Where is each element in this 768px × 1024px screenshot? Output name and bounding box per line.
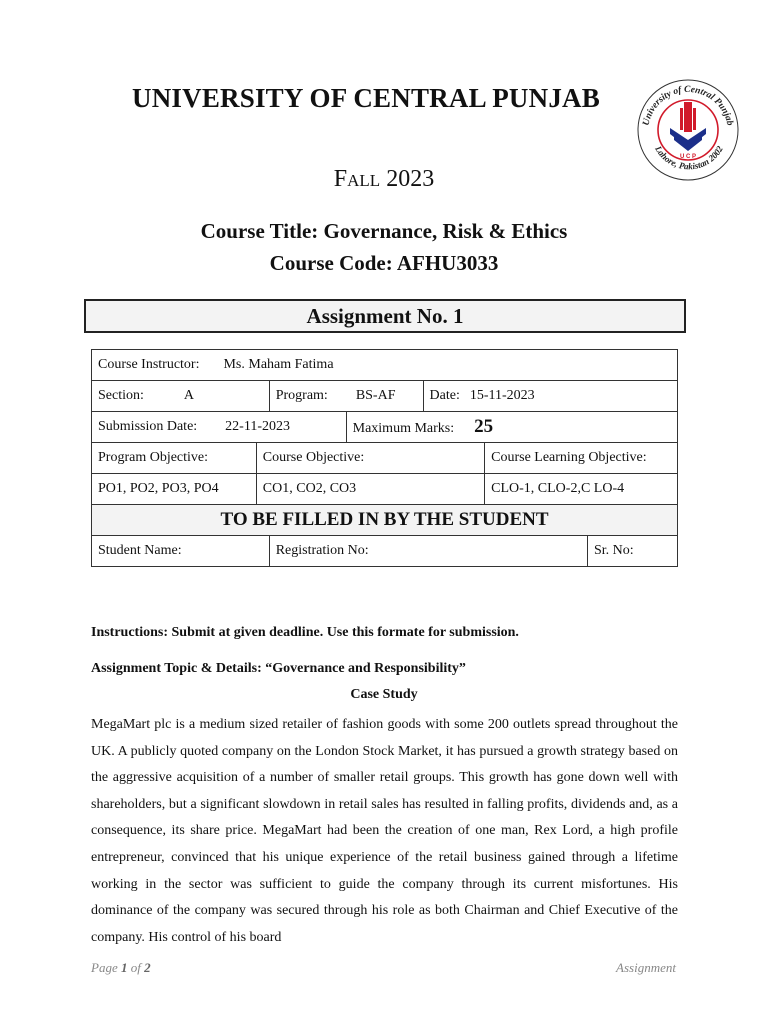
student-band-text: TO BE FILLED IN BY THE STUDENT: [220, 509, 549, 530]
date-value: 15-11-2023: [469, 388, 535, 403]
clo-value: CLO-1, CLO-2,C LO-4: [491, 481, 625, 496]
po-label-cell: [92, 443, 257, 474]
co-value-cell: [256, 474, 484, 505]
term-heading: Fall 2023: [333, 166, 435, 192]
course-code: Course Code: AFHU3033: [269, 251, 499, 275]
table-row: [92, 412, 678, 443]
submission-cell: [92, 412, 347, 443]
submission-label: Submission Date:: [98, 419, 198, 434]
sr-no-cell[interactable]: [588, 536, 678, 567]
svg-text:Lahore, Pakistan 2002: Lahore, Pakistan 2002: [653, 144, 725, 172]
section-cell: [92, 381, 270, 412]
program-value: BS-AF: [355, 388, 396, 403]
case-study-body: MegaMart plc is a medium sized retailer of fashion goods with some 200 outlets spread throughout the UK. A publicly quoted company on the London Stock Market, it has pursued a growth strategy based on the aggressive acquisition of a number of smaller retail groups. This growth has gone down well with shareholders, but a significant slowdown in retail sales has resulted in falling profits, dividends and, as a consequence, its share price. MegaMart had been the creation of one man, Rex Lord, a high profile entrepreneur, convinced that his unique experience of the retail business gained through a lifetime working in the sector was sufficient to guide the company through its current misfortunes. His dominance of the company was secured through his role as both Chairman and Chief Executive of the company. His control of his board: [91, 717, 678, 945]
table-row: [92, 443, 678, 474]
po-label: Program Objective:: [98, 450, 209, 465]
co-label-cell: [256, 443, 484, 474]
svg-text:University of Central Punjab: University of Central Punjab: [641, 84, 735, 127]
student-name-label: Student Name:: [98, 543, 182, 558]
assignment-title-box: [84, 299, 686, 333]
svg-text:U C P: U C P: [679, 154, 697, 160]
section-value: A: [183, 388, 195, 403]
assignment-info-table: [91, 349, 678, 567]
date-cell: [423, 381, 677, 412]
footer-label: Assignment: [616, 960, 676, 975]
university-title: UNIVERSITY OF CENTRAL PUNJAB: [132, 83, 600, 113]
co-label: Course Objective:: [262, 450, 365, 465]
max-marks-cell: [346, 412, 677, 443]
page-prefix: Page: [91, 960, 121, 975]
page-current: 1: [120, 960, 128, 975]
assignment-title: Assignment No. 1: [306, 304, 464, 328]
date-label: Date:: [429, 388, 460, 403]
registration-label: Registration No:: [275, 543, 369, 558]
assignment-topic: Assignment Topic & Details: “Governance and Responsibility”: [91, 661, 466, 676]
instructions: Instructions: Submit at given deadline. Use this formate for submission.: [91, 625, 519, 640]
page-sep: of: [127, 960, 145, 975]
table-row: [92, 350, 678, 381]
page-number: [91, 960, 151, 976]
registration-cell[interactable]: [269, 536, 587, 567]
clo-value-cell: [485, 474, 678, 505]
max-marks-value: 25: [474, 416, 494, 437]
po-value: PO1, PO2, PO3, PO4: [98, 481, 219, 496]
table-row: [92, 474, 678, 505]
student-name-cell[interactable]: [92, 536, 270, 567]
sr-no-label: Sr. No:: [594, 543, 634, 558]
table-row: [92, 381, 678, 412]
program-label: Program:: [275, 388, 328, 403]
page-total: 2: [144, 960, 151, 975]
instructor-cell: [92, 350, 678, 381]
clo-label: Course Learning Objective:: [491, 450, 647, 465]
clo-label-cell: [485, 443, 678, 474]
po-value-cell: [92, 474, 257, 505]
instructor-value: Ms. Maham Fatima: [223, 357, 334, 372]
submission-value: 22-11-2023: [225, 419, 290, 434]
table-row: [92, 536, 678, 567]
program-cell: [269, 381, 423, 412]
table-row: [92, 505, 678, 536]
max-marks-label: Maximum Marks:: [352, 421, 455, 436]
course-title: Course Title: Governance, Risk & Ethics: [200, 219, 568, 243]
section-label: Section:: [98, 388, 144, 403]
instructor-label: Course Instructor:: [98, 357, 200, 372]
co-value: CO1, CO2, CO3: [262, 481, 357, 496]
student-section-band: [92, 505, 678, 536]
case-study-heading: Case Study: [350, 687, 418, 702]
